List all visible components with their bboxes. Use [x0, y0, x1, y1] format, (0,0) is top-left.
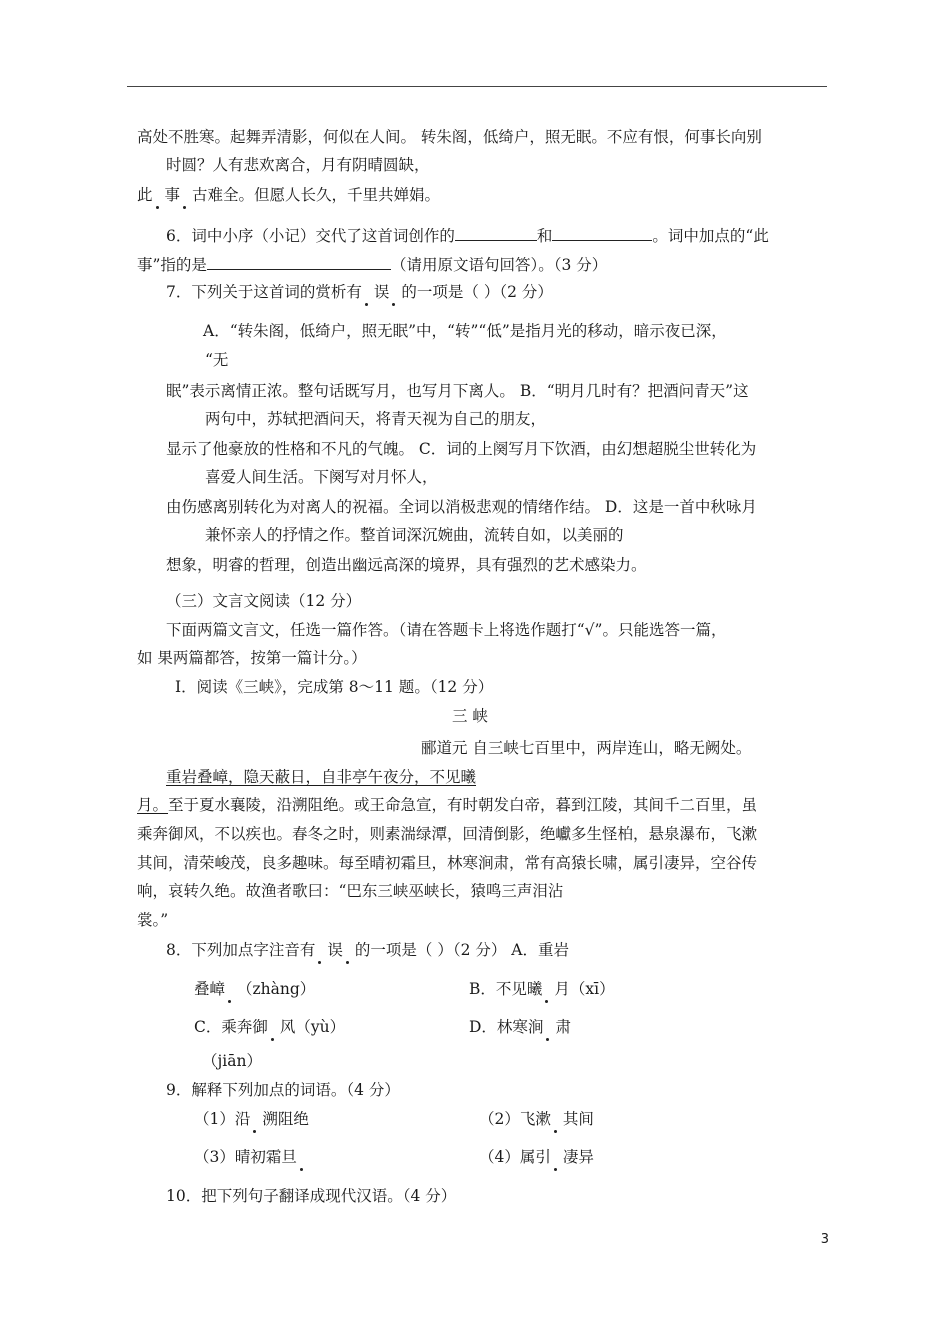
- option-line: 由伤感离别转化为对离人的祝福。全词以消极悲观的情绪作结。 D．这是一首中秋咏月: [166, 498, 757, 516]
- poem-line: 高处不胜寒。起舞弄清影，何似在人间。 转朱阁，低绮户，照无眠。不应有恨，何事长向别: [137, 128, 762, 146]
- question-10: 10．把下列句子翻译成现代汉语。（4 分）: [166, 1187, 457, 1205]
- passage-author-line: 郦道元 自三峡七百里中，两岸连山，略无阙处。: [421, 739, 752, 757]
- option-c: C．乘奔御 风（yù）: [194, 1018, 346, 1036]
- option-line: 显示了他豪放的性格和不凡的气魄。 C．词的上阕写月下饮酒，由幻想超脱尘世转化为: [166, 440, 757, 458]
- passage-line: 乘奔御风，不以疾也。春冬之时，则素湍绿潭，回清倒影，绝巘多生怪柏，悬泉瀑布，飞漱: [137, 825, 758, 843]
- option-line: “无: [205, 351, 229, 369]
- option-b: B．不见曦 月（xī）: [469, 980, 615, 998]
- passage-title: 三 峡: [452, 707, 488, 725]
- option-line: 兼怀亲人的抒情之作。整首词深沉婉曲，流转自如，以美丽的: [205, 526, 624, 544]
- question-7: 7．下列关于这首词的赏析有 误 的一项是（ ）（2 分）: [166, 283, 553, 301]
- part-heading: Ⅰ．阅读《三峡》，完成第 8～11 题。（12 分）: [175, 678, 494, 696]
- option-line: 两句中，苏轼把酒问天，将青天视为自己的朋友，: [205, 410, 547, 428]
- option-line: 想象，明睿的哲理，创造出幽远高深的境界，具有强烈的艺术感染力。: [166, 556, 647, 574]
- question-6: 6．词中小序（小记）交代了这首词创作的 和 。词中加点的“此: [166, 224, 769, 246]
- section-intro: 如 果两篇都答，按第一篇计分。）: [137, 649, 367, 667]
- option-line: 眠”表示离情正浓。整句话既写月，也写月下离人。 B．“明月几时有？把酒问青天”这: [166, 382, 749, 400]
- poem-line: 时圆？人有悲欢离合，月有阴晴圆缺，: [166, 156, 430, 174]
- question-9: 9．解释下列加点的词语。（4 分）: [166, 1081, 400, 1099]
- answer-blank[interactable]: [552, 224, 652, 241]
- q9-item-1: （1）沿 溯阻绝: [194, 1110, 309, 1128]
- question-6-cont: 事”指的是 （请用原文语句回答）。（3 分）: [137, 253, 607, 275]
- passage-line: 裳。”: [137, 911, 169, 929]
- section-intro: 下面两篇文言文，任选一篇作答。（请在答题卡上将选作题打“√”。只能选答一篇，: [166, 621, 727, 639]
- emphasis-dot: [250, 1109, 262, 1129]
- emphasis-dot: [542, 979, 554, 999]
- option-line: 喜爱人间生活。下阕写对月怀人，: [205, 468, 438, 486]
- option-d-pinyin: （jiān）: [202, 1052, 262, 1070]
- q9-item-2: （2）飞漱 其间: [479, 1110, 594, 1128]
- underlined-sentence: 重岩叠嶂，隐天蔽日，自非亭午夜分，不见曦: [166, 768, 477, 786]
- emphasis-dot: [362, 282, 374, 302]
- emphasis-dot: [315, 940, 327, 960]
- underlined-sentence: 月。: [137, 796, 169, 814]
- option-line: A．“转朱阁，低绮户，照无眠”中，“转”“低”是指月光的移动，暗示夜已深，: [203, 322, 727, 340]
- emphasis-dot: [551, 1147, 563, 1167]
- emphasis-dot: [389, 282, 401, 302]
- question-8: 8．下列加点字注音有 误 的一项是（ ）（2 分） A．重岩: [166, 941, 569, 959]
- option-a: 叠嶂 （zhàng）: [194, 980, 316, 998]
- poem-line: 此 事 古难全。但愿人长久，千里共婵娟。: [137, 186, 441, 204]
- emphasis-dot: [343, 940, 355, 960]
- answer-blank[interactable]: [455, 224, 537, 241]
- emphasis-dot: [153, 185, 165, 205]
- option-d: D．林寒涧 肃: [469, 1018, 571, 1036]
- page-number: 3: [820, 1232, 829, 1247]
- dotted-word: 此: [137, 186, 153, 204]
- emphasis-dot: [180, 185, 192, 205]
- q9-item-4: （4）属引 凄异: [479, 1148, 594, 1166]
- passage-line: 响，哀转久绝。故渔者歌曰：“巴东三峡巫峡长，猿鸣三声泪沾: [137, 882, 564, 900]
- q9-item-3: （3）晴初霜旦: [194, 1147, 309, 1167]
- passage-line: 月。至于夏水襄陵，沿溯阻绝。或王命急宣，有时朝发白帝，暮到江陵，其间千二百里，虽: [137, 796, 758, 814]
- dotted-word: 事: [164, 186, 181, 204]
- emphasis-dot: [225, 979, 237, 999]
- emphasis-dot: [268, 1017, 280, 1037]
- emphasis-dot: [297, 1147, 309, 1167]
- section-title: （三）文言文阅读（12 分）: [166, 592, 362, 610]
- passage-line: [166, 767, 476, 787]
- emphasis-dot: [543, 1017, 555, 1037]
- header-rule: [127, 86, 827, 87]
- emphasis-dot: [551, 1109, 563, 1129]
- passage-line: 其间，清荣峻茂，良多趣味。每至晴初霜旦，林寒涧肃，常有高猿长啸，属引凄异，空谷传: [137, 854, 758, 872]
- answer-blank[interactable]: [207, 253, 391, 270]
